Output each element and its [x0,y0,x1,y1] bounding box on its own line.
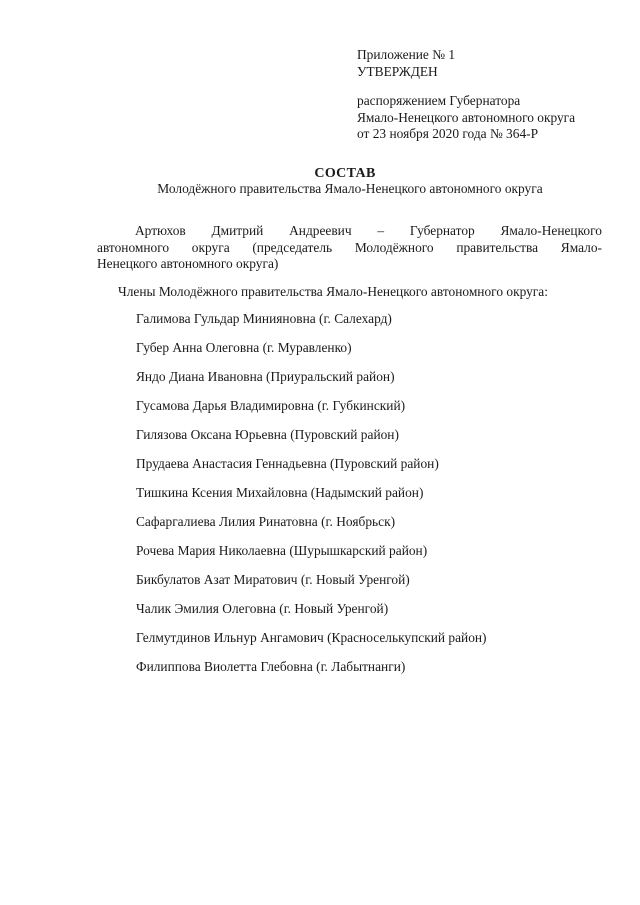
chair-line-2 [97,240,602,257]
chair-word: Андреевич [289,223,352,238]
chair-word: Ямало- [560,239,602,255]
member-item: Яндо Диана Ивановна (Приуральский район) [136,369,395,384]
chair-word: Молодёжного [354,239,434,255]
document-subtitle: Молодёжного правительства Ямало-Ненецкого автономного округа [157,181,543,196]
member-item: Тишкина Ксения Михайловна (Надымский район) [136,485,424,500]
chair-word: правительства [456,239,539,255]
approval-by-line-2: Ямало-Ненецкого автономного округа [357,109,576,125]
members-list [136,311,487,688]
member-item: Филиппова Виолетта Глебовна (г. Лабытнанги) [136,659,406,674]
member-item: Бикбулатов Азат Миратович (г. Новый Уренгой) [136,572,410,587]
member-item: Прудаева Анастасия Геннадьевна (Пуровский район) [136,456,439,471]
member-item: Гилязова Оксана Юрьевна (Пуровский район) [136,427,399,442]
chair-line-1 [97,223,602,240]
approval-by-line-1: распоряжением Губернатора [357,93,521,108]
member-item: Гусамова Дарья Владимировна (г. Губкинский) [136,398,406,413]
member-item: Галимова Гульдар Минияновна (г. Салехард) [136,311,392,326]
document-title: СОСТАВ [314,166,376,181]
member-item: Сафаргалиева Лилия Ринатовна (г. Ноябрьск) [136,514,396,529]
approval-gap [357,80,575,93]
chair-word: автономного [97,239,170,255]
chair-line-3: Ненецкого автономного округа) [97,256,279,271]
chair-word: округа [191,239,230,255]
chair-word: – [377,223,385,238]
chair-word: (председатель [252,239,333,255]
approval-block [357,47,575,143]
chair-word: Ямало-Ненецкого [500,223,602,238]
member-item: Губер Анна Олеговна (г. Муравленко) [136,340,352,355]
member-item: Чалик Эмилия Олеговна (г. Новый Уренгой) [136,601,389,616]
appendix-label: Приложение № 1 [357,47,456,62]
member-item: Гелмутдинов Ильнур Ангамович (Красноселькупский район) [136,630,487,645]
member-item: Рочева Мария Николаевна (Шурышкарский район) [136,543,428,558]
chair-word: Губернатор [409,223,475,238]
members-heading: Члены Молодёжного правительства Ямало-Ненецкого автономного округа: [118,284,548,299]
chair-word: Дмитрий [211,223,264,238]
approved-label: УТВЕРЖДЕН [357,63,438,79]
approval-by-line-3: от 23 ноября 2020 года № 364-Р [357,126,539,141]
chair-word: Артюхов [135,223,186,238]
chair-paragraph [97,223,602,273]
